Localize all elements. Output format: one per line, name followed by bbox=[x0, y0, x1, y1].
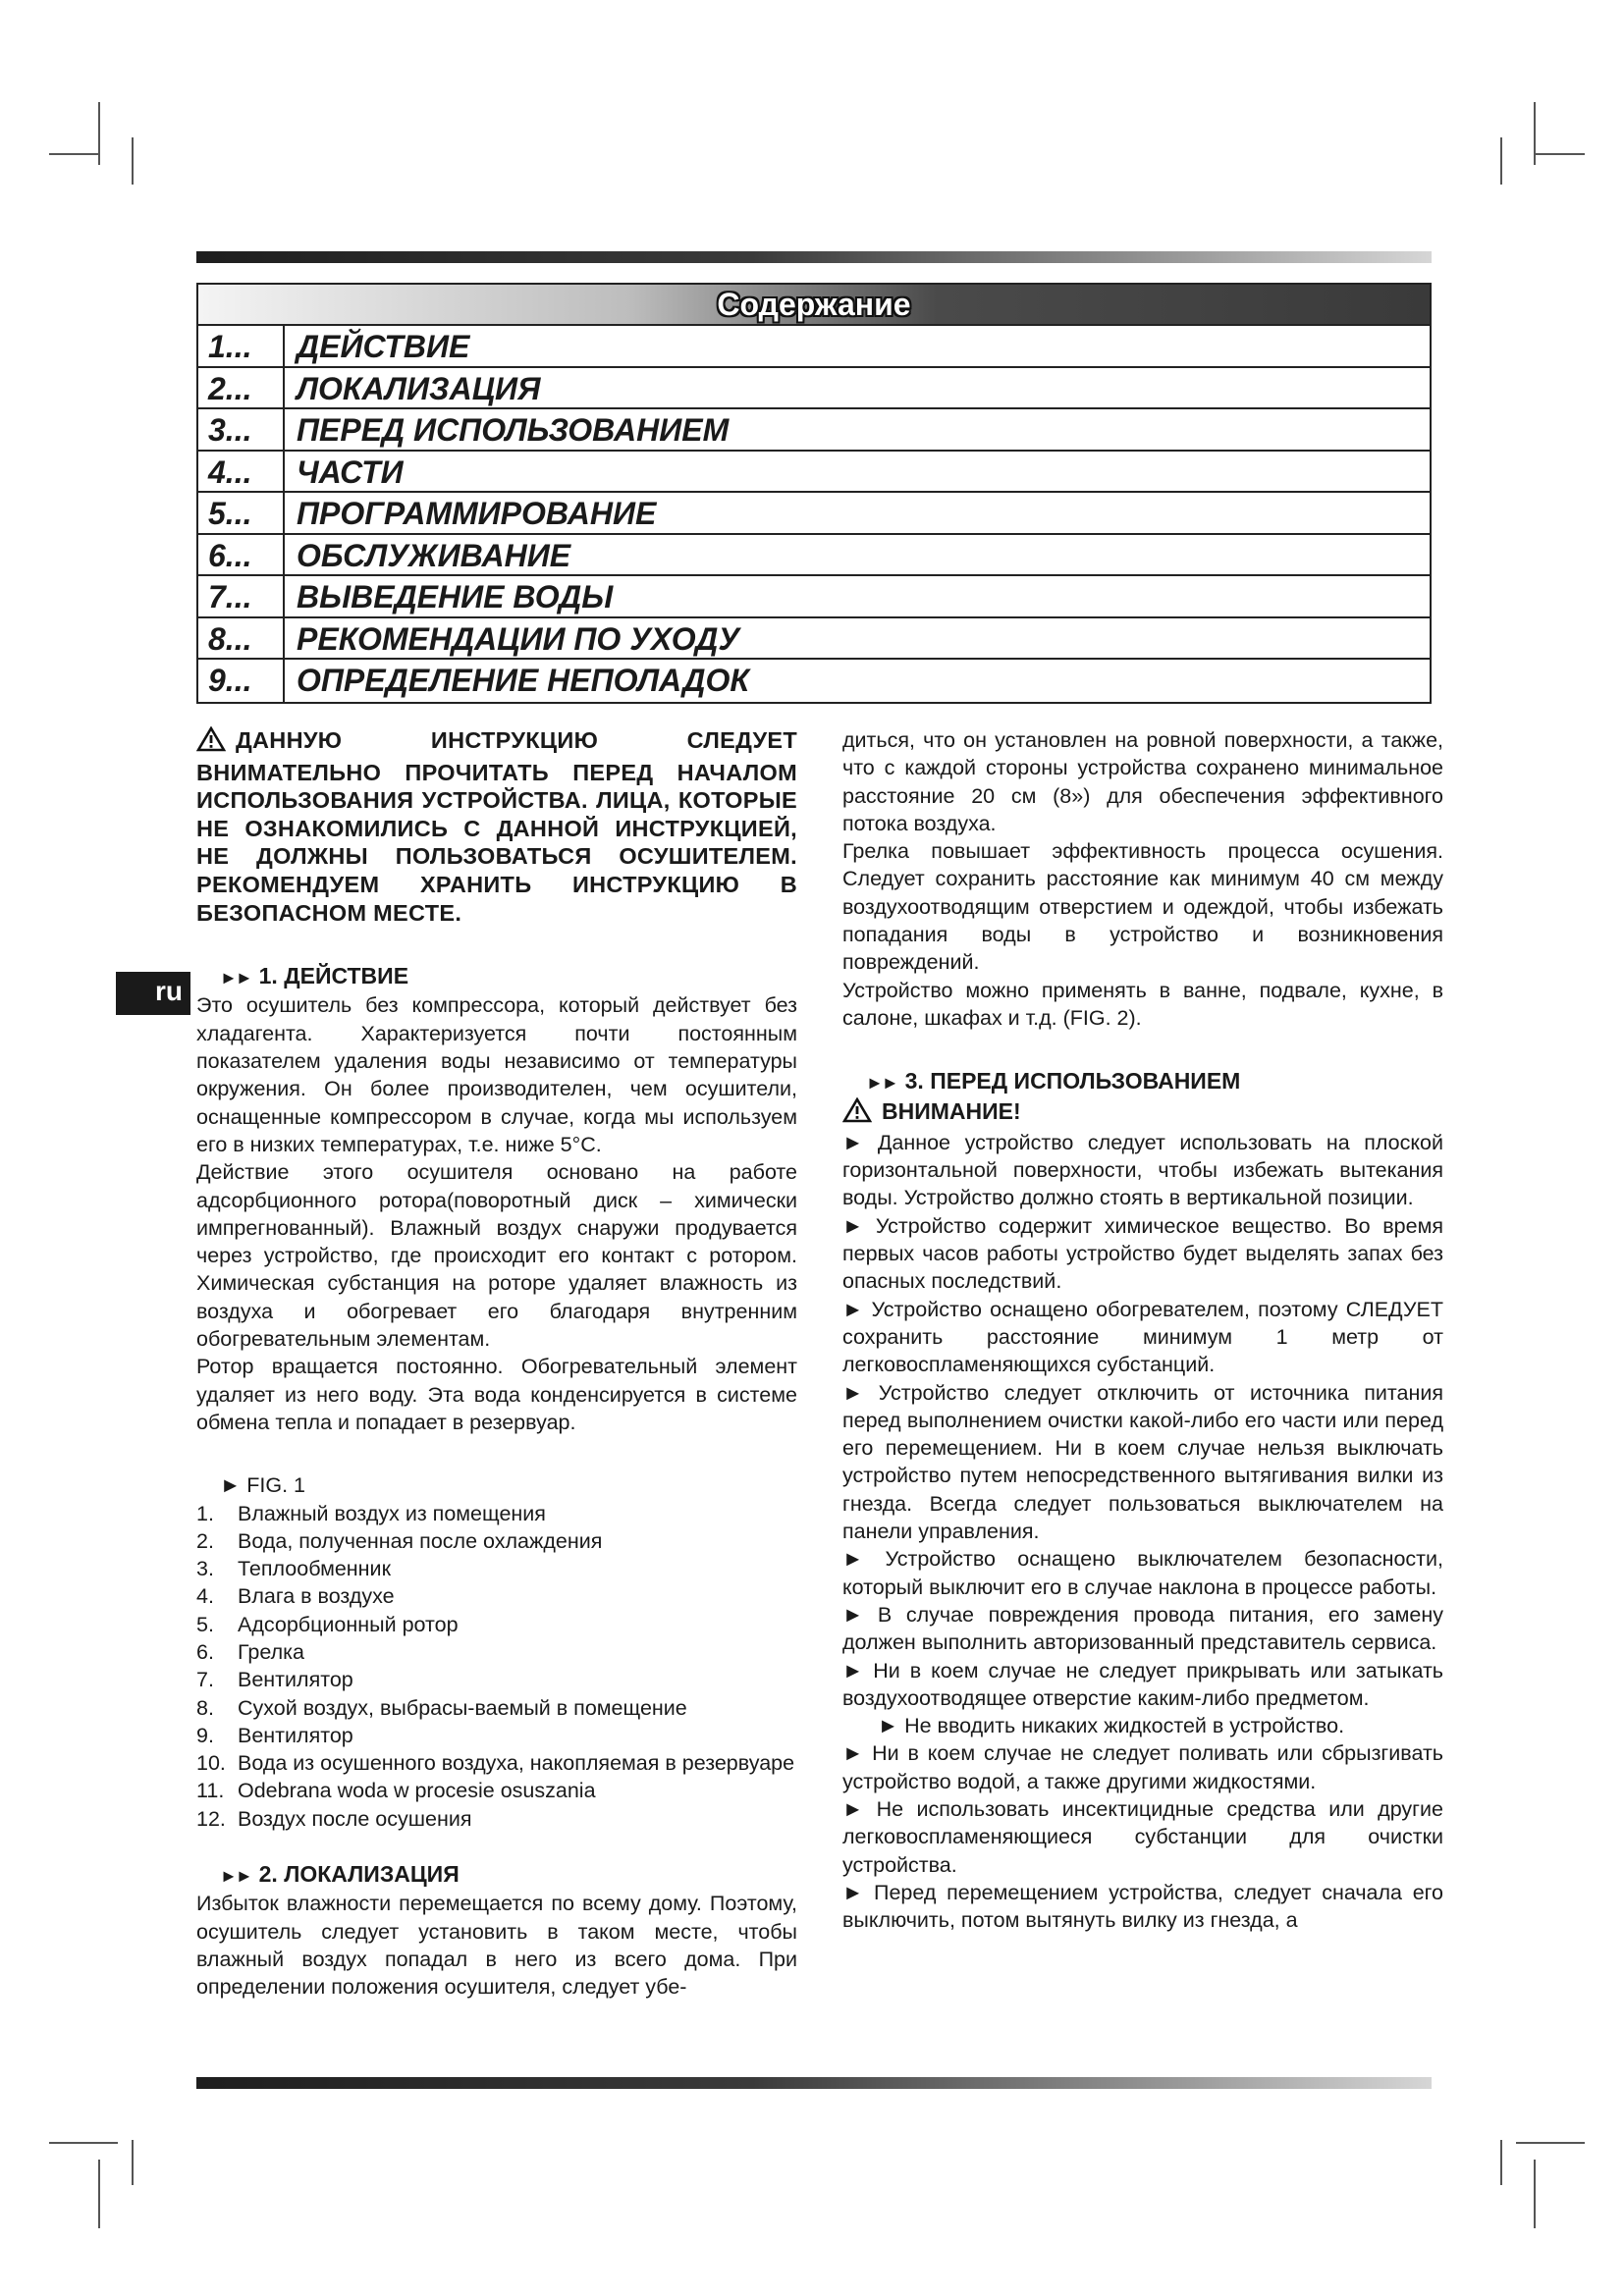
toc-row[interactable] bbox=[198, 368, 1430, 410]
list-item bbox=[196, 1777, 797, 1804]
bullet-item: ► Ни в коем случае не следует поливать или сбрызгивать устройство водой, а также другими жидкостями. bbox=[842, 1741, 1443, 1793]
list-item bbox=[196, 1694, 797, 1722]
list-number: 11. bbox=[196, 1779, 225, 1803]
list-item bbox=[196, 1555, 797, 1582]
bullet-item: ► Устройство следует отключить от источника питания перед выполнением очистки какой-либо его части или перед его перемещением. Ни в коем случае нельзя выключать устройство путем непосредственного вытягивания вилки из гнезда. Всегда следует пользоваться выключателем на панели управления. bbox=[842, 1380, 1443, 1544]
list-item bbox=[196, 1611, 797, 1638]
paragraph: Избыток влажности перемещается по всему дому. Поэтому, осушитель следует установить в таком месте, чтобы влажный воздух попадал в него из всего дома. При определении положения осушителя, следует убе- bbox=[196, 1892, 797, 2000]
contents-title: Содержание bbox=[198, 285, 1430, 326]
figure-label bbox=[196, 1471, 797, 1499]
list-number: 6. bbox=[196, 1639, 214, 1664]
toc-title: ПЕРЕД ИСПОЛЬЗОВАНИЕМ bbox=[297, 412, 730, 448]
crop-mark bbox=[1500, 2140, 1502, 2185]
crop-mark bbox=[1536, 153, 1585, 155]
bullet-item: ► Перед перемещением устройства, следует сначала его выключить, потом вытянуть вилку из гнезда, а bbox=[842, 1880, 1443, 1933]
toc-number: 2... bbox=[198, 368, 285, 408]
list-number: 3. bbox=[196, 1557, 214, 1581]
crop-mark bbox=[1500, 137, 1502, 185]
figure-label-text: FIG. 1 bbox=[246, 1473, 305, 1498]
list-text: Вода, полученная после охлаждения bbox=[238, 1528, 603, 1553]
list-number: 5. bbox=[196, 1612, 214, 1636]
crop-mark bbox=[49, 2142, 118, 2144]
section-1-title: 1. ДЕЙСТВИЕ bbox=[258, 963, 409, 989]
toc-number: 1... bbox=[198, 326, 285, 366]
toc-number: 4... bbox=[198, 452, 285, 492]
list-text: Грелка bbox=[238, 1639, 305, 1664]
list-item bbox=[196, 1582, 797, 1610]
list-text: Вентилятор bbox=[238, 1668, 353, 1692]
list-text: Воздух после осушения bbox=[238, 1806, 472, 1831]
list-text: Адсорбционный ротор bbox=[238, 1612, 459, 1636]
toc-title: ЧАСТИ bbox=[297, 454, 404, 490]
section-heading bbox=[196, 1860, 797, 1890]
warning-triangle-icon bbox=[842, 1097, 872, 1129]
figure-legend-list bbox=[196, 1500, 797, 1834]
list-text: Теплообменник bbox=[238, 1557, 391, 1581]
crop-mark bbox=[132, 2140, 134, 2185]
bullet-item: ► Не вводить никаких жидкостей в устройство. bbox=[842, 1714, 1345, 1738]
toc-title: ОПРЕДЕЛЕНИЕ НЕПОЛАДОК bbox=[297, 663, 750, 698]
list-item bbox=[196, 1805, 797, 1833]
bottom-rule-bar bbox=[196, 2077, 1432, 2089]
paragraph: Ротор вращается постоянно. Обогревательный элемент удаляет из него воду. Эта вода конденсируется в системе обмена тепла и попадает в резервуар. bbox=[196, 1355, 797, 1434]
section-3-title: 3. ПЕРЕД ИСПОЛЬЗОВАНИЕМ bbox=[904, 1068, 1241, 1095]
top-rule-bar bbox=[196, 251, 1432, 263]
toc-title: ОБСЛУЖИВАНИЕ bbox=[297, 537, 571, 573]
attention-heading bbox=[842, 1097, 1443, 1129]
double-arrow-icon: ►► bbox=[220, 968, 251, 988]
warning-text: ДАННУЮ ИНСТРУКЦИЮ СЛЕДУЕТ ВНИМАТЕЛЬНО ПРОЧИТАТЬ ПЕРЕД НАЧАЛОМ ИСПОЛЬЗОВАНИЯ УСТРОЙСТВА. ЛИЦА, КОТОРЫЕ НЕ ОЗНАКОМИЛИСЬ С ДАННОЙ ИНСТРУКЦИЕЙ, НЕ ДОЛЖНЫ ПОЛЬЗОВАТЬСЯ ОСУШИТЕЛЕМ. РЕКОМЕНДУЕМ ХРАНИТЬ ИНСТРУКЦИЮ В БЕЗОПАСНОМ МЕСТЕ. bbox=[196, 727, 797, 926]
toc-number: 9... bbox=[198, 660, 285, 702]
crop-mark bbox=[1516, 2142, 1585, 2144]
toc-number: 7... bbox=[198, 576, 285, 616]
right-column bbox=[842, 726, 1443, 1934]
toc-title: ДЕЙСТВИЕ bbox=[297, 329, 470, 364]
list-text: Влага в воздухе bbox=[238, 1584, 395, 1609]
paragraph: Устройство можно применять в ванне, подвале, кухне, в салоне, шкафах и т.д. (FIG. 2). bbox=[842, 978, 1443, 1030]
list-number: 12. bbox=[196, 1806, 226, 1831]
bullet-item: ► Ни в коем случае не следует прикрывать или затыкать воздухоотводящее отверстие каким-либо предметом. bbox=[842, 1658, 1443, 1710]
warning-triangle-icon bbox=[196, 726, 226, 759]
toc-row[interactable] bbox=[198, 618, 1430, 661]
paragraph: Действие этого осушителя основано на работе адсорбционного ротора(поворотный диск – химически импрегнованный). Влажный воздух снаружи продувается через устройство, где происходит его контакт с ротором. Химическая субстанция на роторе удаляет влажность из воздуха и обогревает его благодаря внутренним обогревательным элементам. bbox=[196, 1160, 797, 1352]
list-number: 2. bbox=[196, 1528, 214, 1553]
toc-row[interactable] bbox=[198, 409, 1430, 452]
list-item bbox=[196, 1749, 797, 1777]
list-text: Влажный воздух из помещения bbox=[238, 1501, 546, 1525]
double-arrow-icon: ►► bbox=[866, 1073, 897, 1094]
toc-number: 3... bbox=[198, 409, 285, 450]
toc-row[interactable] bbox=[198, 493, 1430, 535]
list-number: 10. bbox=[196, 1751, 226, 1776]
crop-mark bbox=[1534, 2160, 1536, 2228]
list-item bbox=[196, 1527, 797, 1555]
left-column bbox=[196, 726, 797, 2002]
list-item bbox=[196, 1500, 797, 1527]
toc-row[interactable] bbox=[198, 576, 1430, 618]
section-heading bbox=[842, 1067, 1443, 1096]
list-item bbox=[196, 1666, 797, 1693]
crop-mark bbox=[98, 102, 100, 165]
crop-mark bbox=[49, 153, 98, 155]
language-tab: ru bbox=[116, 972, 190, 1015]
list-text: Сухой воздух, выбрасы-ваемый в помещение bbox=[238, 1695, 687, 1720]
bullet-item: ► Данное устройство следует использовать на плоской горизонтальной поверхности, чтобы избежать вытекания воды. Устройство должно стоять в вертикальной позиции. bbox=[842, 1130, 1443, 1210]
section-2-title: 2. ЛОКАЛИЗАЦИЯ bbox=[258, 1861, 460, 1888]
toc-number: 8... bbox=[198, 618, 285, 659]
arrow-icon: ► bbox=[220, 1473, 247, 1498]
paragraph: Это осушитель без компрессора, который действует без хладагента. Характеризуется почти постоянным показателем удаления воды независимо от температуры окружения. Он более производителен, чем осушители, оснащенные компрессором в случае, когда мы используем его в низких температурах, т.е. ниже 5°C. bbox=[196, 993, 797, 1156]
toc-row[interactable] bbox=[198, 326, 1430, 368]
crop-mark bbox=[132, 137, 134, 185]
list-text: Вентилятор bbox=[238, 1723, 353, 1747]
toc-row[interactable] bbox=[198, 452, 1430, 494]
toc-title: ЛОКАЛИЗАЦИЯ bbox=[297, 370, 541, 406]
list-number: 8. bbox=[196, 1695, 214, 1720]
crop-mark bbox=[98, 2160, 100, 2228]
bullet-item: ► В случае повреждения провода питания, его замену должен выполнить авторизованный представитель сервиса. bbox=[842, 1602, 1443, 1655]
section-heading bbox=[196, 962, 797, 991]
bullet-item: ► Устройство оснащено обогревателем, поэтому СЛЕДУЕТ сохранить расстояние минимум 1 метр от легковоспламеняющихся субстанций. bbox=[842, 1297, 1443, 1377]
contents-table bbox=[196, 283, 1432, 704]
list-number: 9. bbox=[196, 1723, 214, 1747]
list-text: Odebrana woda w procesie osuszania bbox=[238, 1779, 596, 1803]
list-text: Вода из осушенного воздуха, накопляемая в резервуаре bbox=[238, 1751, 795, 1776]
paragraph: диться, что он установлен на ровной поверхности, а также, что с каждой стороны устройства сохранено минимальное расстояние 20 см (8») для обеспечения эффективного потока воздуха. bbox=[842, 728, 1443, 835]
list-number: 4. bbox=[196, 1584, 214, 1609]
paragraph: Грелка повышает эффективность процесса осушения. Следует сохранить расстояние как минимум 40 см между воздухоотводящим отверстием и одеждой, чтобы избежать попадания воды в устройство и возникновения повреждений. bbox=[842, 839, 1443, 975]
toc-row[interactable] bbox=[198, 535, 1430, 577]
toc-title: ПРОГРАММИРОВАНИЕ bbox=[297, 496, 657, 531]
list-number: 7. bbox=[196, 1668, 214, 1692]
list-item bbox=[196, 1722, 797, 1749]
list-number: 1. bbox=[196, 1501, 214, 1525]
bullet-item: ► Не использовать инсектицидные средства или другие легковоспламеняющиеся субстанции для очистки устройства. bbox=[842, 1796, 1443, 1877]
attention-text: ВНИМАНИЕ! bbox=[882, 1097, 1021, 1124]
toc-title: РЕКОМЕНДАЦИИ ПО УХОДУ bbox=[297, 620, 740, 657]
bullet-item: ► Устройство содержит химическое вещество. Во время первых часов работы устройство будет выделять запах без опасных последствий. bbox=[842, 1213, 1443, 1294]
bullet-item: ► Устройство оснащено выключателем безопасности, который выключит его в случае наклона в процессе работы. bbox=[842, 1547, 1443, 1599]
toc-row[interactable] bbox=[198, 660, 1430, 702]
toc-number: 5... bbox=[198, 493, 285, 533]
read-instructions-warning bbox=[196, 726, 797, 927]
double-arrow-icon: ►► bbox=[220, 1866, 251, 1887]
crop-mark bbox=[1534, 102, 1536, 165]
list-item bbox=[196, 1638, 797, 1666]
toc-number: 6... bbox=[198, 535, 285, 575]
toc-title: ВЫВЕДЕНИЕ ВОДЫ bbox=[297, 579, 614, 614]
